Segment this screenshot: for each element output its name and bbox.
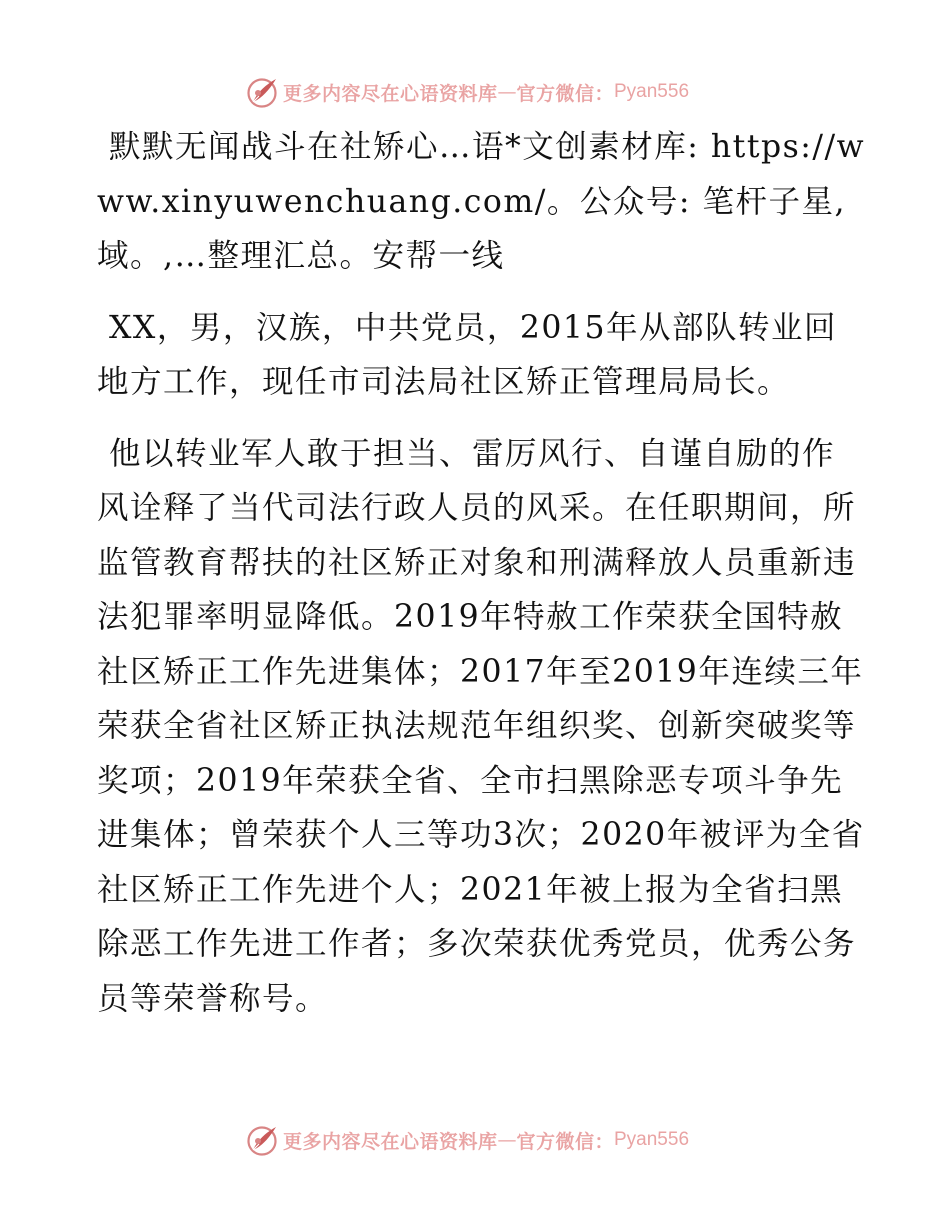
watermark-content (245, 1123, 689, 1157)
watermark-contact-id: Pyan556 (614, 1129, 690, 1150)
watermark-main-text: 更多内容尽在心语资料库 (282, 82, 498, 105)
watermark-contact-text: 官方微信： (516, 1130, 614, 1153)
watermark-contact-text: 官方微信： (516, 82, 614, 105)
quill-circle-icon (245, 75, 279, 109)
watermark-contact-id: Pyan556 (614, 81, 690, 102)
paragraph-achievements: 他以转业军人敢于担当、雷厉风行、自谨自励的作风诠释了当代司法行政人员的风采。在任职期间，所监管教育帮扶的社区矫正对象和刑满释放人员重新违法犯罪率明显降低。2019年特赦工作荣获全国特赦社区矫正工作先进集体；2017年至2019年连续三年荣获全省社区矫正执法规范年组织奖、创新突破奖等奖项；2019年荣获全省、全市扫黑除恶专项斗争先进集体；曾荣获个人三等功3次；2020年被评为全省社区矫正工作先进个人；2021年被上报为全省扫黑除恶工作先进工作者；多次荣获优秀党员，优秀公务员等荣誉称号。 (97, 435, 865, 1017)
document-body (97, 120, 867, 1043)
watermark-separator: — (497, 1129, 517, 1151)
quill-circle-icon (245, 1123, 279, 1157)
watermark-content (245, 75, 689, 109)
header-watermark (0, 72, 950, 112)
paragraph-intro: 默默无闻战斗在社矫心…语*文创素材库: https://www.xinyuwenchuang.com/。公众号: 笔杆子星,域。,…整理汇总。安帮一线 (97, 129, 866, 274)
watermark-main-text: 更多内容尽在心语资料库 (282, 1130, 498, 1153)
watermark-separator: — (497, 81, 517, 103)
footer-watermark (0, 1120, 950, 1160)
paragraph-profile: XX，男，汉族，中共党员，2015年从部队转业回地方工作，现任市司法局社区矫正管理局局长。 (97, 309, 838, 400)
